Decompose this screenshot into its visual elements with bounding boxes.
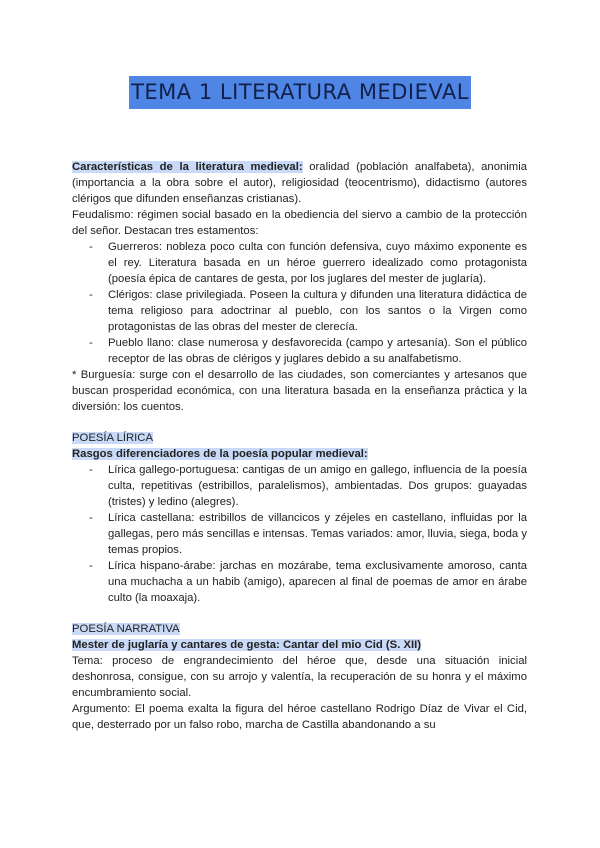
characteristics-paragraph bbox=[72, 159, 527, 207]
estate-guerreros: Guerreros: nobleza poco culta con función defensiva, cuyo máximo exponente es el rey. Literatura basada en un héroe guerrero idealizado como protagonista (poesía épica de cantares de gesta, por los juglares del mester de juglaría). bbox=[108, 241, 527, 285]
narrative-heading-text: POESÍA NARRATIVA bbox=[72, 623, 180, 635]
narrative-subheading-row bbox=[72, 637, 527, 653]
dash-bullet: - bbox=[89, 241, 93, 253]
lyric-gallego-portuguesa: Lírica gallego-portuguesa: cantigas de un amigo en gallego, influencia de la poesía culta, repetitivas (estribillos, paralelismos), ambientadas. Dos grupos: guayadas (tristes) y ledino (alegres). bbox=[108, 464, 527, 508]
document-title: TEMA 1 LITERATURA MEDIEVAL bbox=[129, 76, 471, 109]
dash-bullet: - bbox=[89, 464, 93, 476]
lyric-heading bbox=[72, 430, 527, 446]
narrative-theme: Tema: proceso de engrandecimiento del héroe que, desde una situación inicial deshonrosa, consigue, con su arrojo y valentía, la recuperación de su honra y el máximo encumbramiento social. bbox=[72, 655, 527, 699]
estate-clerigos: Clérigos: clase privilegiada. Poseen la cultura y difunden una literatura didáctica de tema religioso para adoctrinar al pueblo, con los santos o la Virgen como protagonistas de las obras del mester de clerecía. bbox=[108, 289, 527, 333]
bourgeoisie-paragraph: * Burguesía: surge con el desarrollo de las ciudades, son comerciantes y artesanos que buscan prosperidad económica, con una literatura basada en la enseñanza práctica y la diversión: los cuentos. bbox=[72, 369, 527, 413]
list-item bbox=[72, 287, 527, 335]
title-wrapper bbox=[0, 76, 600, 109]
list-item bbox=[72, 510, 527, 558]
list-item bbox=[72, 239, 527, 287]
list-item bbox=[72, 558, 527, 606]
narrative-argument: Argumento: El poema exalta la figura del héroe castellano Rodrigo Díaz de Vivar el Cid, que, desterrado por un falso robo, marcha de Castilla abandonando a su bbox=[72, 703, 527, 731]
feudalism-paragraph: Feudalismo: régimen social basado en la obediencia del siervo a cambio de la protección del señor. Destacan tres estamentos: bbox=[72, 209, 527, 237]
lyric-subheading: Rasgos diferenciadores de la poesía popular medieval: bbox=[72, 448, 368, 460]
lyric-castellana: Lírica castellana: estribillos de villancicos y zéjeles en castellano, influidas por la gallegas, pero más sencillas e intensas. Temas variados: amor, lluvia, siega, boda y temas propios. bbox=[108, 512, 527, 556]
estate-pueblo-llano: Pueblo llano: clase numerosa y desfavorecida (campo y artesanía). Son el público receptor de las obras de clérigos y juglares debido a su analfabetismo. bbox=[108, 337, 527, 365]
narrative-heading bbox=[72, 621, 527, 637]
estates-list bbox=[72, 239, 527, 367]
dash-bullet: - bbox=[89, 512, 93, 524]
list-item bbox=[72, 335, 527, 367]
dash-bullet: - bbox=[89, 560, 93, 572]
dash-bullet: - bbox=[89, 289, 93, 301]
document-body bbox=[72, 159, 527, 733]
dash-bullet: - bbox=[89, 337, 93, 349]
lyric-hispano-arabe: Lírica hispano-árabe: jarchas en mozárabe, tema exclusivamente amoroso, canta una muchacha a un habib (amigo), aparecen al final de poemas de amor en árabe culto (la moaxaja). bbox=[108, 560, 527, 604]
characteristics-label: Características de la literatura medieval: bbox=[72, 161, 303, 173]
lyric-subheading-row bbox=[72, 446, 527, 462]
lyric-heading-text: POESÍA LÍRICA bbox=[72, 432, 153, 444]
lyric-list bbox=[72, 462, 527, 606]
list-item bbox=[72, 462, 527, 510]
characteristics-text: oralidad (población analfabeta), anonimia (importancia a la obra sobre el autor), religiosidad (teocentrismo), didactismo (autores clérigos que difunden enseñanzas cristianas). bbox=[72, 161, 527, 205]
narrative-subheading: Mester de juglaría y cantares de gesta: Cantar del mio Cid (S. XII) bbox=[72, 639, 422, 651]
